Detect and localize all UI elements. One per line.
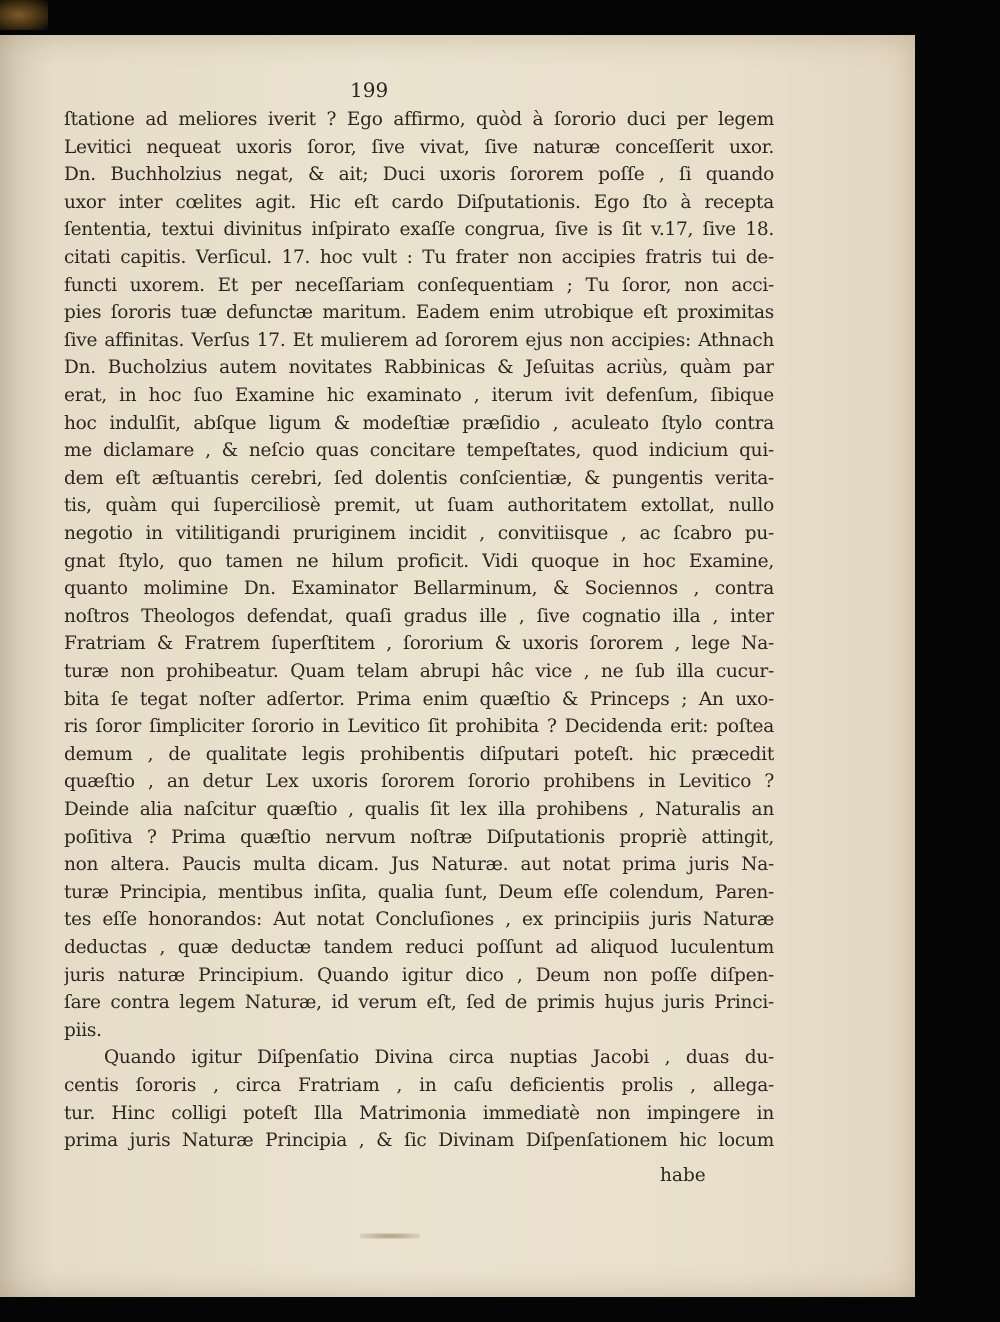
ink-smudge xyxy=(360,1233,420,1239)
text-line: citati capitis. Verſicul. 17. hoc vult : Tu frater non accipies fratris tui de- xyxy=(64,247,774,268)
text-line: tur. Hinc colligi poteſt Illa Matrimonia immediatè non impingere in xyxy=(64,1102,774,1124)
text-line: deductas , quæ deductæ tandem reduci poſſunt ad aliquod luculentum xyxy=(64,937,774,958)
text-line: quanto molimine Dn. Examinator Bellarminum, & Sociennos , contra xyxy=(64,578,774,600)
text-line: Dn. Bucholzius autem novitates Rabbinicas & Jeſuitas acriùs, quàm par xyxy=(64,357,774,379)
text-line: ſare contra legem Naturæ, id verum eſt, ſed de primis hujus juris Princi- xyxy=(64,992,774,1014)
text-line: Levitici nequeat uxoris ſoror, ſive vivat, ſive naturæ conceſſerit uxor. xyxy=(64,136,774,158)
text-line: noſtros Theologos defendat, quaſi gradus ille , ſive cognatio illa , inter xyxy=(64,605,774,627)
text-line: ſtatione ad meliores iverit ? Ego affirmo, quòd à ſororio duci per legem xyxy=(64,109,774,130)
text-line: gnat ſtylo, quo tamen ne hilum proficit. Vidi quoque in hoc Examine, xyxy=(64,550,774,572)
binding-edge xyxy=(0,0,48,30)
text-line: tis, quàm qui ſuperciliosè premit, ut ſuam authoritatem extollat, nullo xyxy=(64,495,774,517)
text-line: negotio in vitilitigandi pruriginem incidit , convitiisque , ac ſcabro pu- xyxy=(64,523,774,544)
text-line: ſententia, textui divinitus inſpirato exaſſe congrua, ſive is ſit v.17, ſive 18. xyxy=(64,219,774,241)
text-line: prima juris Naturæ Principia , & ſic Divinam Diſpenſationem hic locum xyxy=(64,1130,774,1152)
text-line: tes eſſe honorandos: Aut notat Concluſiones , ex principiis juris Naturæ xyxy=(64,909,774,931)
text-line: bita ſe tegat noſter adſertor. Prima enim quæſtio & Princeps ; An uxo- xyxy=(64,688,774,710)
text-line: dem eſt æſtuantis cerebri, ſed dolentis conſcientiæ, & pungentis verita- xyxy=(64,467,774,489)
text-line: Dn. Buchholzius negat, & ait; Duci uxoris ſororem poſſe , ſi quando xyxy=(64,164,774,186)
text-line: turæ Principia, mentibus inſita, qualia ſunt, Deum eſſe colendum, Paren- xyxy=(64,881,774,903)
text-line: non altera. Paucis multa dicam. Jus Naturæ. aut notat prima juris Na- xyxy=(64,854,774,876)
text-line: me diclamare , & neſcio quas concitare tempeſtates, quod indicium qui- xyxy=(64,440,774,462)
text-line: poſitiva ? Prima quæſtio nervum noſtræ Diſputationis propriè attingit, xyxy=(64,826,774,848)
catchword: habe xyxy=(660,1165,706,1186)
text-line: Deinde alia naſcitur quæſtio , qualis ſit lex illa prohibens , Naturalis an xyxy=(64,799,774,820)
text-line: juris naturæ Principium. Quando igitur dico , Deum non poſſe diſpen- xyxy=(64,964,774,986)
text-line: ris ſoror ſimpliciter ſororio in Levitico ſit prohibita ? Decidenda erit: poſtea xyxy=(64,716,774,738)
page-number: 199 xyxy=(350,78,389,102)
text-line: piis. xyxy=(64,1019,102,1041)
text-line: pies ſororis tuæ defunctæ maritum. Eadem enim utrobique eſt proximitas xyxy=(64,302,774,324)
text-line: ſive affinitas. Verſus 17. Et mulierem ad ſororem ejus non accipies: Athnach xyxy=(64,329,774,351)
text-line: quæſtio , an detur Lex uxoris ſororem ſororio prohibens in Levitico ? xyxy=(64,771,774,793)
text-line: Quando igitur Diſpenſatio Divina circa nuptias Jacobi , duas du- xyxy=(104,1047,774,1069)
text-line: uxor inter cœlites agit. Hic eſt cardo Diſputationis. Ego ſto à recepta xyxy=(64,191,774,213)
text-line: demum , de qualitate legis prohibentis diſputari poteſt. hic præcedit xyxy=(64,743,774,765)
text-line: centis ſororis , circa Fratriam , in caſu deficientis prolis , allega- xyxy=(64,1075,774,1096)
text-line: functi uxorem. Et per neceſſariam conſequentiam ; Tu ſoror, non acci- xyxy=(64,274,774,296)
text-line: turæ non prohibeatur. Quam telam abrupi hâc vice , ne ſub illa cucur- xyxy=(64,661,774,682)
text-line: Fratriam & Fratrem ſuperſtitem , ſororium & uxoris ſororem , lege Na- xyxy=(64,633,774,655)
text-line: hoc indulſit, abſque ligum & modeſtiæ præſidio , aculeato ſtylo contra xyxy=(64,412,774,434)
text-line: erat, in hoc ſuo Examine hic examinato , iterum ivit defenſum, ſibique xyxy=(64,385,774,406)
